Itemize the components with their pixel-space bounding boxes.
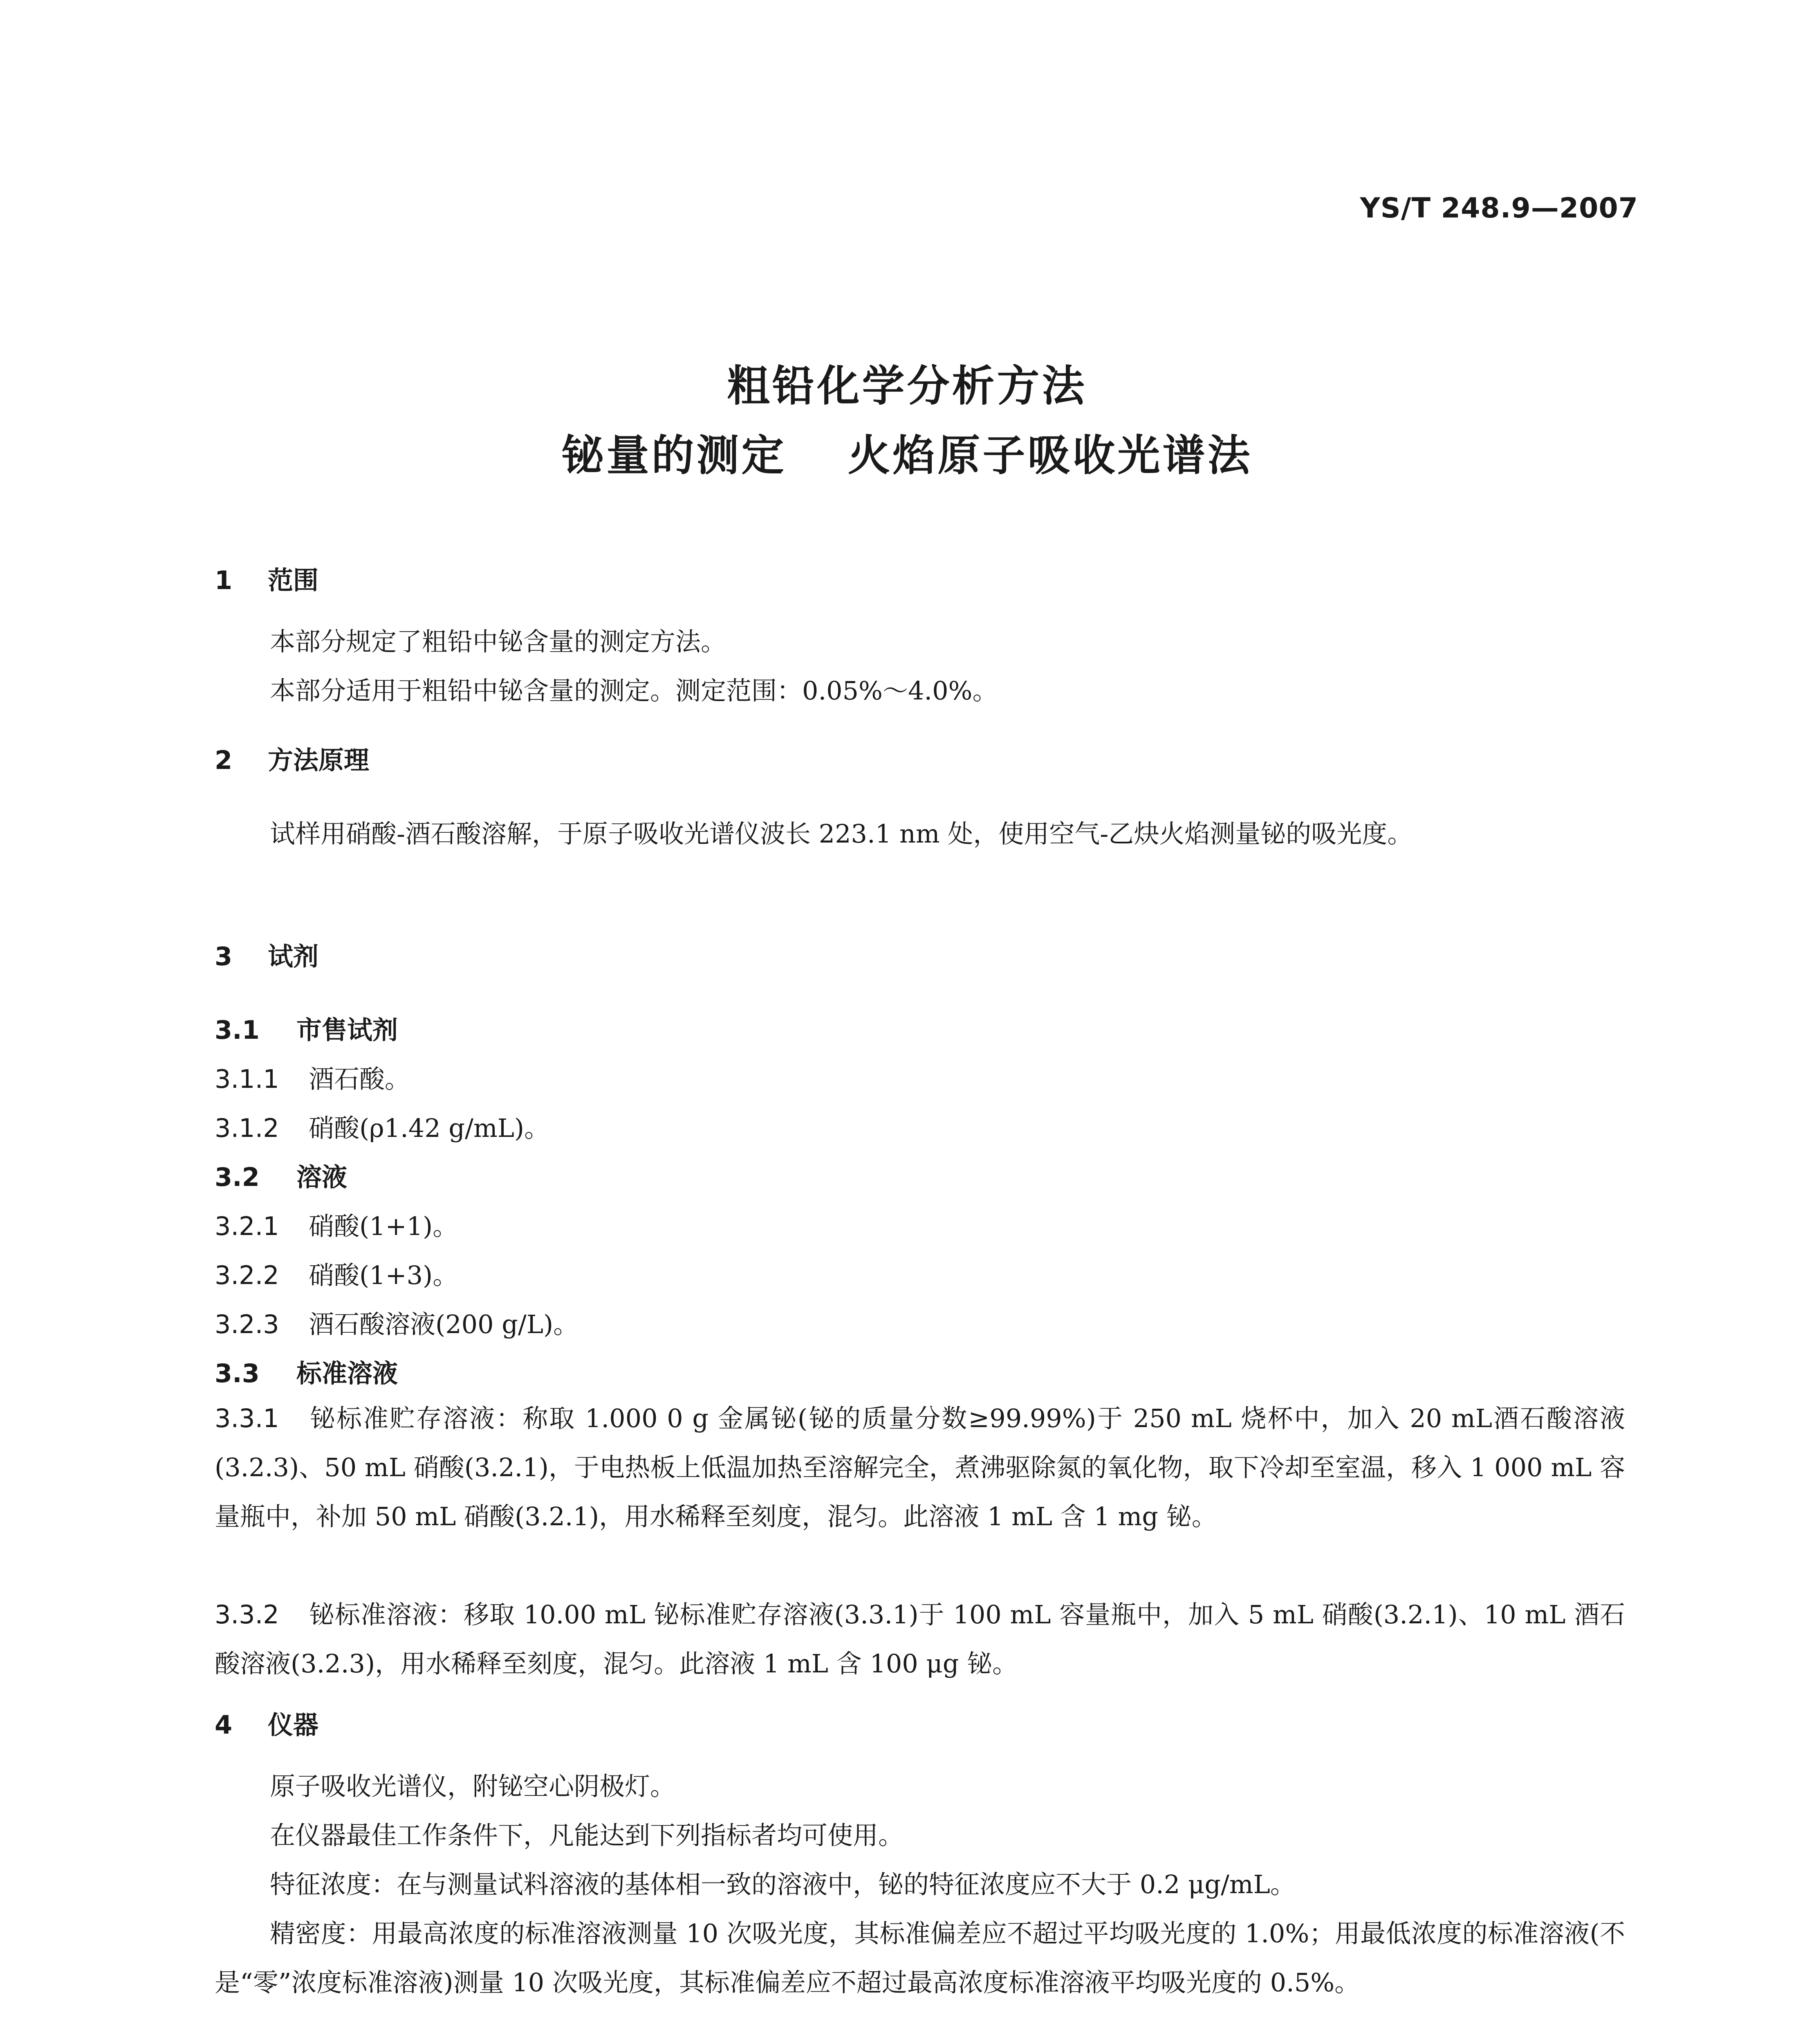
subsection-number: 3.3 <box>215 1358 260 1388</box>
section-number: 2 <box>215 745 233 775</box>
section-number: 4 <box>215 1710 233 1740</box>
clause-3-1-2 <box>215 1108 549 1144</box>
subsection-3-2 <box>215 1157 347 1193</box>
subsection-3-1 <box>215 1010 398 1046</box>
section-2-paragraph-1: 试样用硝酸-酒石酸溶解，于原子吸收光谱仪波长 223.1 nm 处，使用空气-乙炔火焰测量铋的吸光度。 <box>270 819 1413 849</box>
clause-number: 3.2.3 <box>215 1309 279 1339</box>
clause-3-3-2 <box>215 1590 1625 1688</box>
clause-3-2-2 <box>215 1255 458 1291</box>
title-part-b: 火焰原子吸收光谱法 <box>848 430 1253 480</box>
clause-number: 3.2.1 <box>215 1211 279 1241</box>
clause-text: 硝酸(ρ1.42 g/mL)。 <box>309 1113 550 1143</box>
clause-text: 酒石酸。 <box>309 1064 410 1094</box>
clause-text: 硝酸(1+3)。 <box>309 1260 458 1290</box>
subsection-title: 市售试剂 <box>296 1015 398 1045</box>
section-title: 仪器 <box>268 1710 319 1740</box>
clause-number: 3.1.1 <box>215 1064 279 1094</box>
clause-3-2-1 <box>215 1206 458 1242</box>
section-number: 1 <box>215 565 233 595</box>
clause-3-3-1 <box>215 1394 1625 1541</box>
document-title-line1: 粗铅化学分析方法 <box>727 361 1087 411</box>
section-4-heading <box>215 1705 318 1741</box>
section-4-paragraph-3: 特征浓度：在与测量试料溶液的基体相一致的溶液中，铋的特征浓度应不大于 0.2 μg/mL。 <box>270 1869 1296 1899</box>
clause-3-1-1 <box>215 1059 410 1095</box>
subsection-3-3 <box>215 1353 398 1390</box>
subsection-number: 3.1 <box>215 1015 260 1045</box>
clause-3-2-3 <box>215 1304 579 1340</box>
section-1-paragraph-1: 本部分规定了粗铅中铋含量的测定方法。 <box>270 627 726 657</box>
title-part-a: 铋量的测定 <box>561 430 787 480</box>
section-2-heading <box>215 740 369 776</box>
subsection-title: 溶液 <box>296 1162 348 1192</box>
subsection-title: 标准溶液 <box>296 1358 398 1388</box>
section-4-paragraph-4: 精密度：用最高浓度的标准溶液测量 10 次吸光度，其标准偏差应不超过平均吸光度的 1.0%；用最低浓度的标准溶液(不是“零”浓度标准溶液)测量 10 次吸光度，其标准偏差应不超过最高浓度标准溶液平均吸光度的 0.5%。 <box>215 1918 1625 1997</box>
section-1-paragraph-2: 本部分适用于粗铅中铋含量的测定。测定范围：0.05%～4.0%。 <box>270 676 998 706</box>
clause-text: 铋标准贮存溶液：称取 1.000 0 g 金属铋(铋的质量分数≥99.99%)于 250 mL 烧杯中，加入 20 mL酒石酸溶液(3.2.3)、50 mL 硝酸(3.2.1)，于电热板上低温加热至溶解完全，煮沸驱除氮的氧化物，取下冷却至室温，移入 1 000 mL 容量瓶中，补加 50 mL 硝酸(3.2.1)，用水稀释至刻度，混匀。此溶液 1 mL 含 1 mg 铋。 <box>215 1403 1625 1531</box>
clause-text: 酒石酸溶液(200 g/L)。 <box>309 1309 579 1339</box>
subsection-number: 3.2 <box>215 1162 260 1192</box>
section-title: 范围 <box>268 565 319 595</box>
section-title: 试剂 <box>268 941 319 971</box>
section-4-paragraph-2: 在仪器最佳工作条件下，凡能达到下列指标者均可使用。 <box>270 1820 904 1850</box>
document-code: YS/T 248.9—2007 <box>1360 192 1638 224</box>
section-1-heading <box>215 560 318 596</box>
section-title: 方法原理 <box>268 745 370 775</box>
clause-text: 铋标准溶液：移取 10.00 mL 铋标准贮存溶液(3.3.1)于 100 mL 容量瓶中，加入 5 mL 硝酸(3.2.1)、10 mL 酒石酸溶液(3.2.3)，用水稀释至刻度，混匀。此溶液 1 mL 含 100 μg 铋。 <box>215 1600 1625 1679</box>
clause-number: 3.3.2 <box>215 1600 279 1629</box>
section-number: 3 <box>215 941 233 971</box>
clause-number: 3.1.2 <box>215 1113 279 1143</box>
section-3-heading <box>215 936 318 973</box>
section-4-paragraph-1: 原子吸收光谱仪，附铋空心阴极灯。 <box>270 1771 676 1801</box>
document-title-line2 <box>0 421 1814 482</box>
clause-text: 硝酸(1+1)。 <box>309 1211 458 1241</box>
clause-number: 3.2.2 <box>215 1260 279 1290</box>
clause-number: 3.3.1 <box>215 1403 279 1433</box>
